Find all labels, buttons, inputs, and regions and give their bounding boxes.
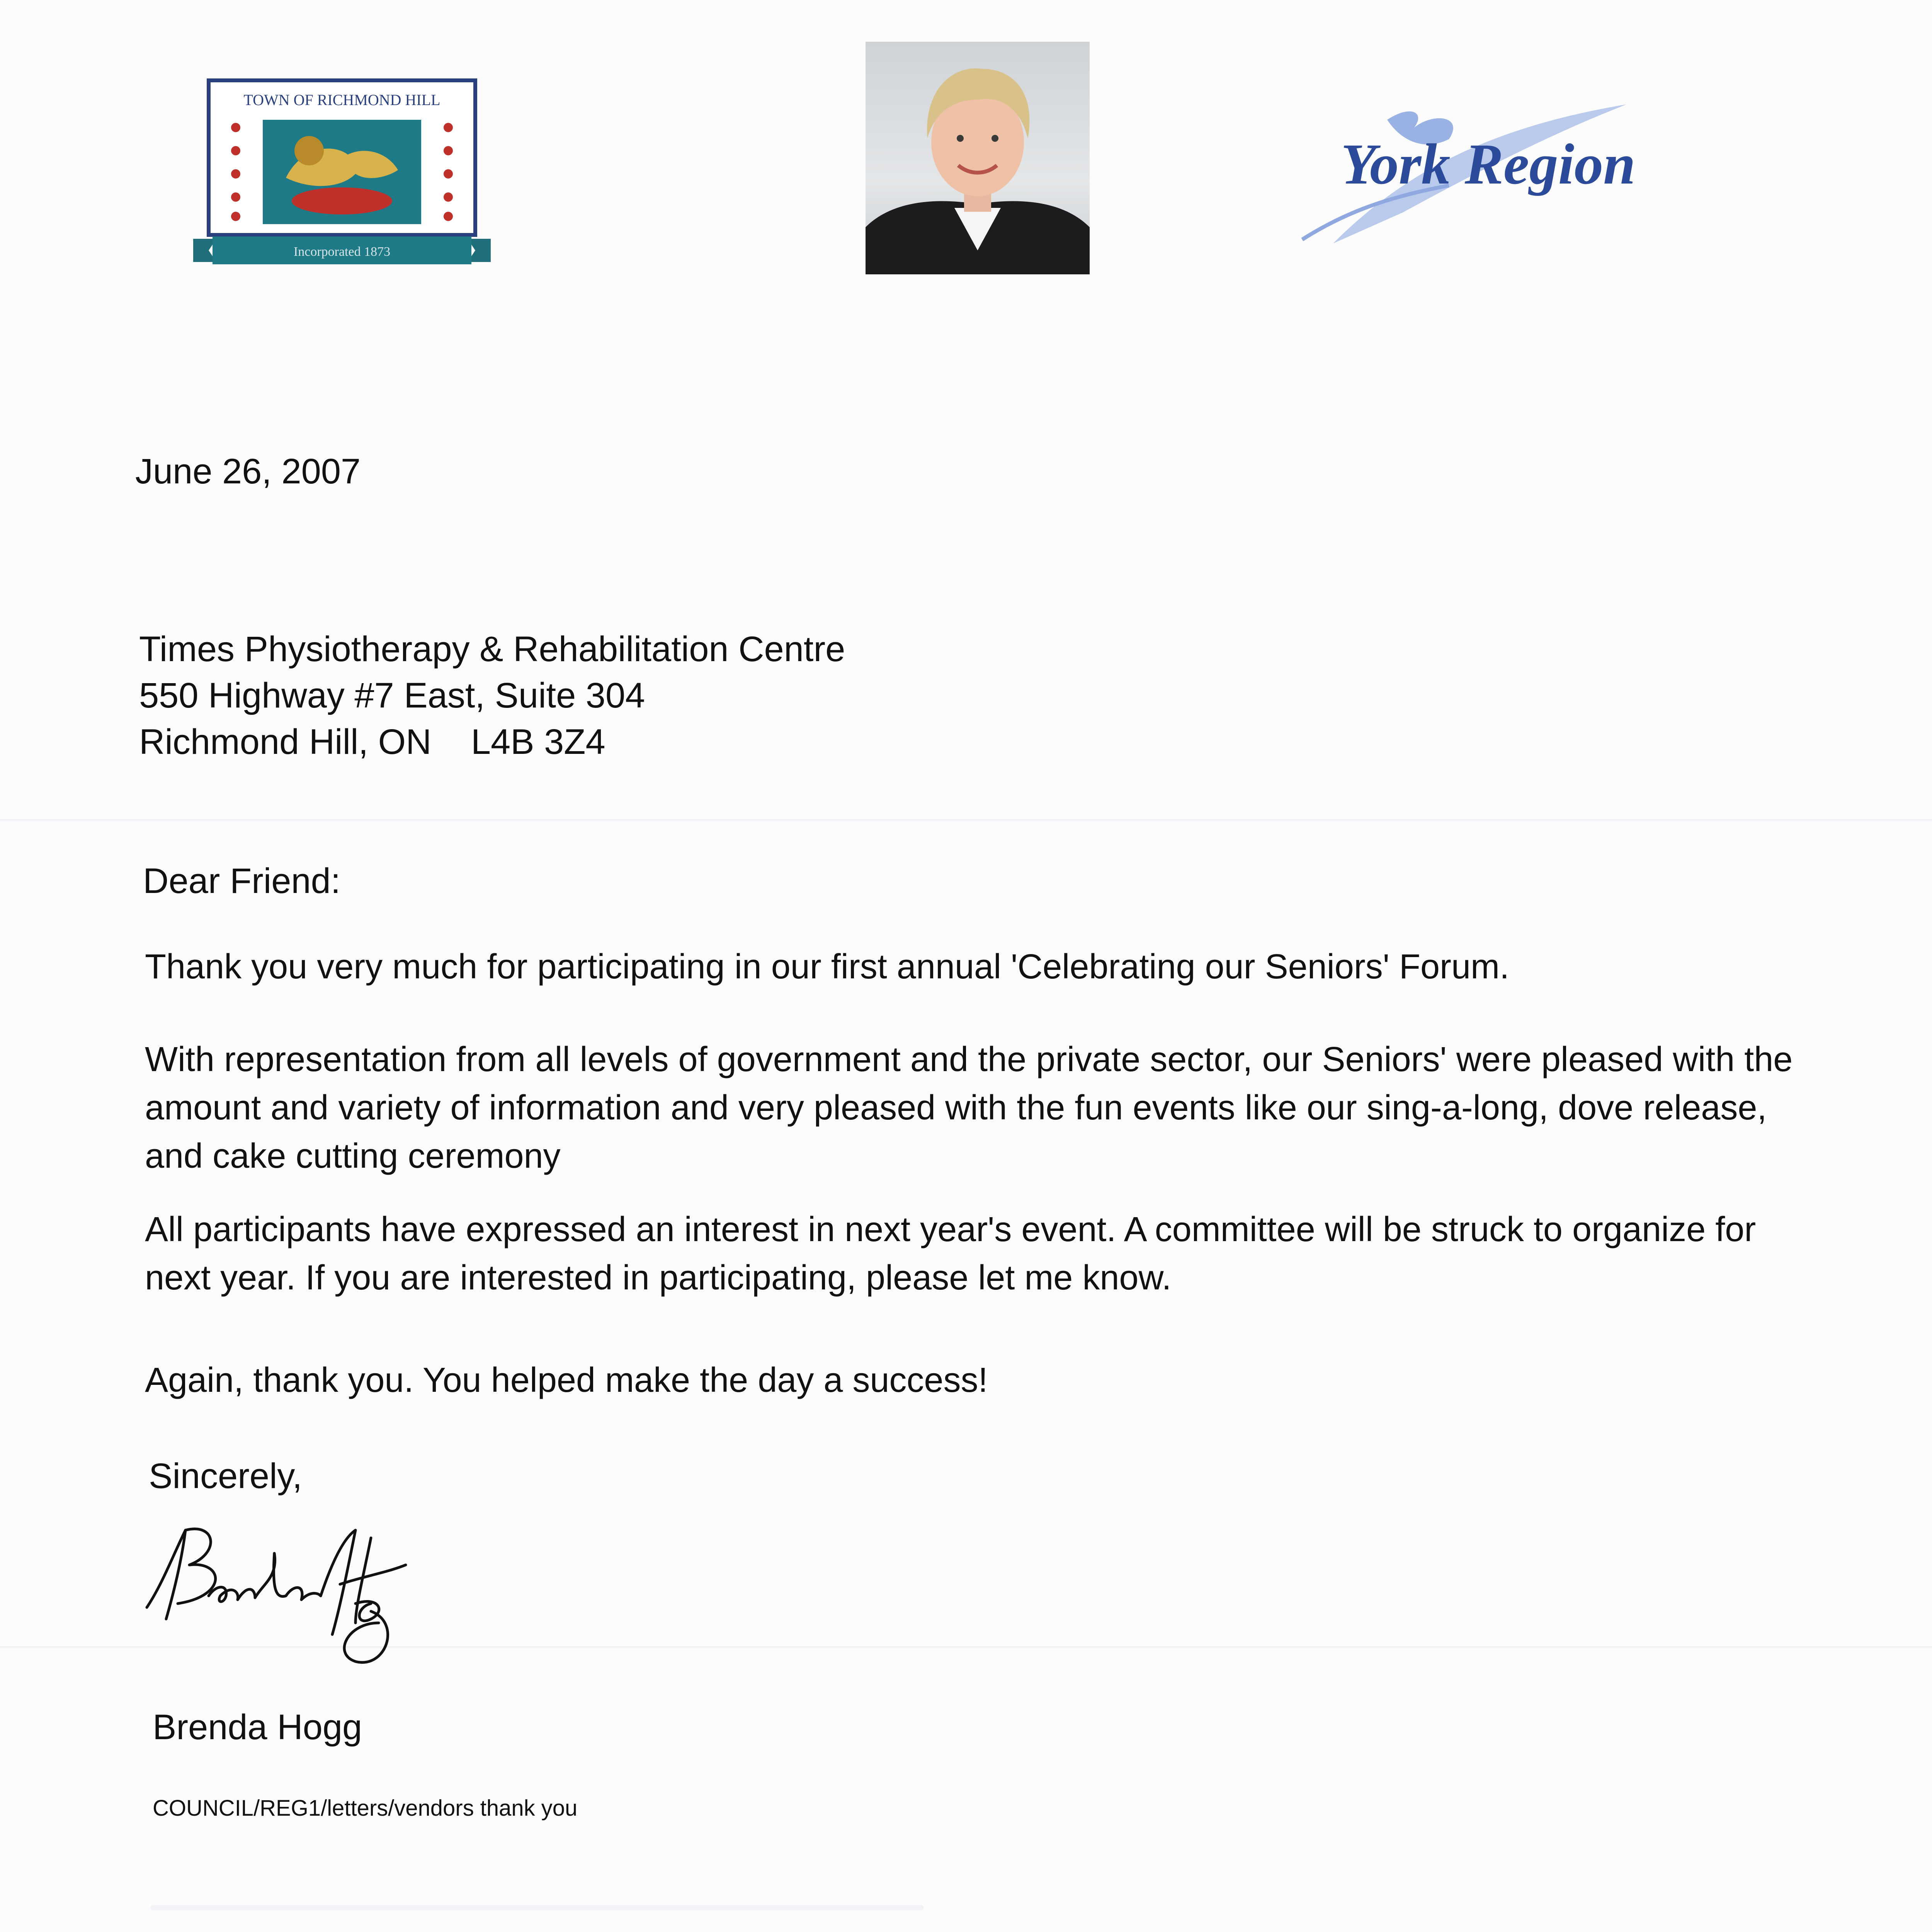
- paragraph-line: Again, thank you. You helped make the day a success!: [145, 1361, 988, 1400]
- paragraph-line: All participants have expressed an interest in next year's event. A committee will be struck to organize for: [145, 1210, 1756, 1249]
- town-of-richmond-hill-logo: [193, 77, 491, 270]
- closing: Sincerely,: [149, 1456, 303, 1496]
- paragraph-line: Thank you very much for participating in our first annual 'Celebrating our Seniors' Forum.: [145, 947, 1510, 986]
- paragraph-line: next year. If you are interested in participating, please let me know.: [145, 1259, 1172, 1297]
- recipient-address: [139, 626, 845, 765]
- recipient-line: 550 Highway #7 East, Suite 304: [139, 676, 645, 715]
- fold-line-top: [0, 819, 1932, 821]
- paragraph-line: and cake cutting ceremony: [145, 1137, 561, 1175]
- signer-name: Brenda Hogg: [153, 1708, 362, 1747]
- file-reference: COUNCIL/REG1/letters/vendors thank you: [153, 1796, 578, 1821]
- body-paragraph: [145, 1356, 988, 1405]
- councillor-photo: [866, 42, 1090, 274]
- body-paragraph: [145, 943, 1509, 991]
- town-logo-subtitle: Incorporated 1873: [293, 245, 391, 259]
- town-logo-title: TOWN OF RICHMOND HILL: [243, 91, 440, 109]
- body-paragraph: [145, 1206, 1756, 1302]
- york-region-wordmark: York Region: [1341, 132, 1636, 196]
- portrait-image: [866, 42, 1090, 274]
- salutation: Dear Friend:: [143, 861, 341, 901]
- show-through-line: [151, 1905, 923, 1910]
- york-region-logo: [1287, 97, 1708, 251]
- body-paragraph: [145, 1036, 1793, 1180]
- letter-date: June 26, 2007: [135, 452, 361, 491]
- recipient-line: Richmond Hill, ON L4B 3Z4: [139, 722, 605, 762]
- recipient-line: Times Physiotherapy & Rehabilitation Centre: [139, 629, 845, 669]
- paragraph-line: amount and variety of information and very pleased with the fun events like our sing-a-long, dove release,: [145, 1088, 1767, 1127]
- paragraph-line: With representation from all levels of government and the private sector, our Seniors' were pleased with the: [145, 1040, 1793, 1079]
- handwritten-signature: [139, 1507, 417, 1677]
